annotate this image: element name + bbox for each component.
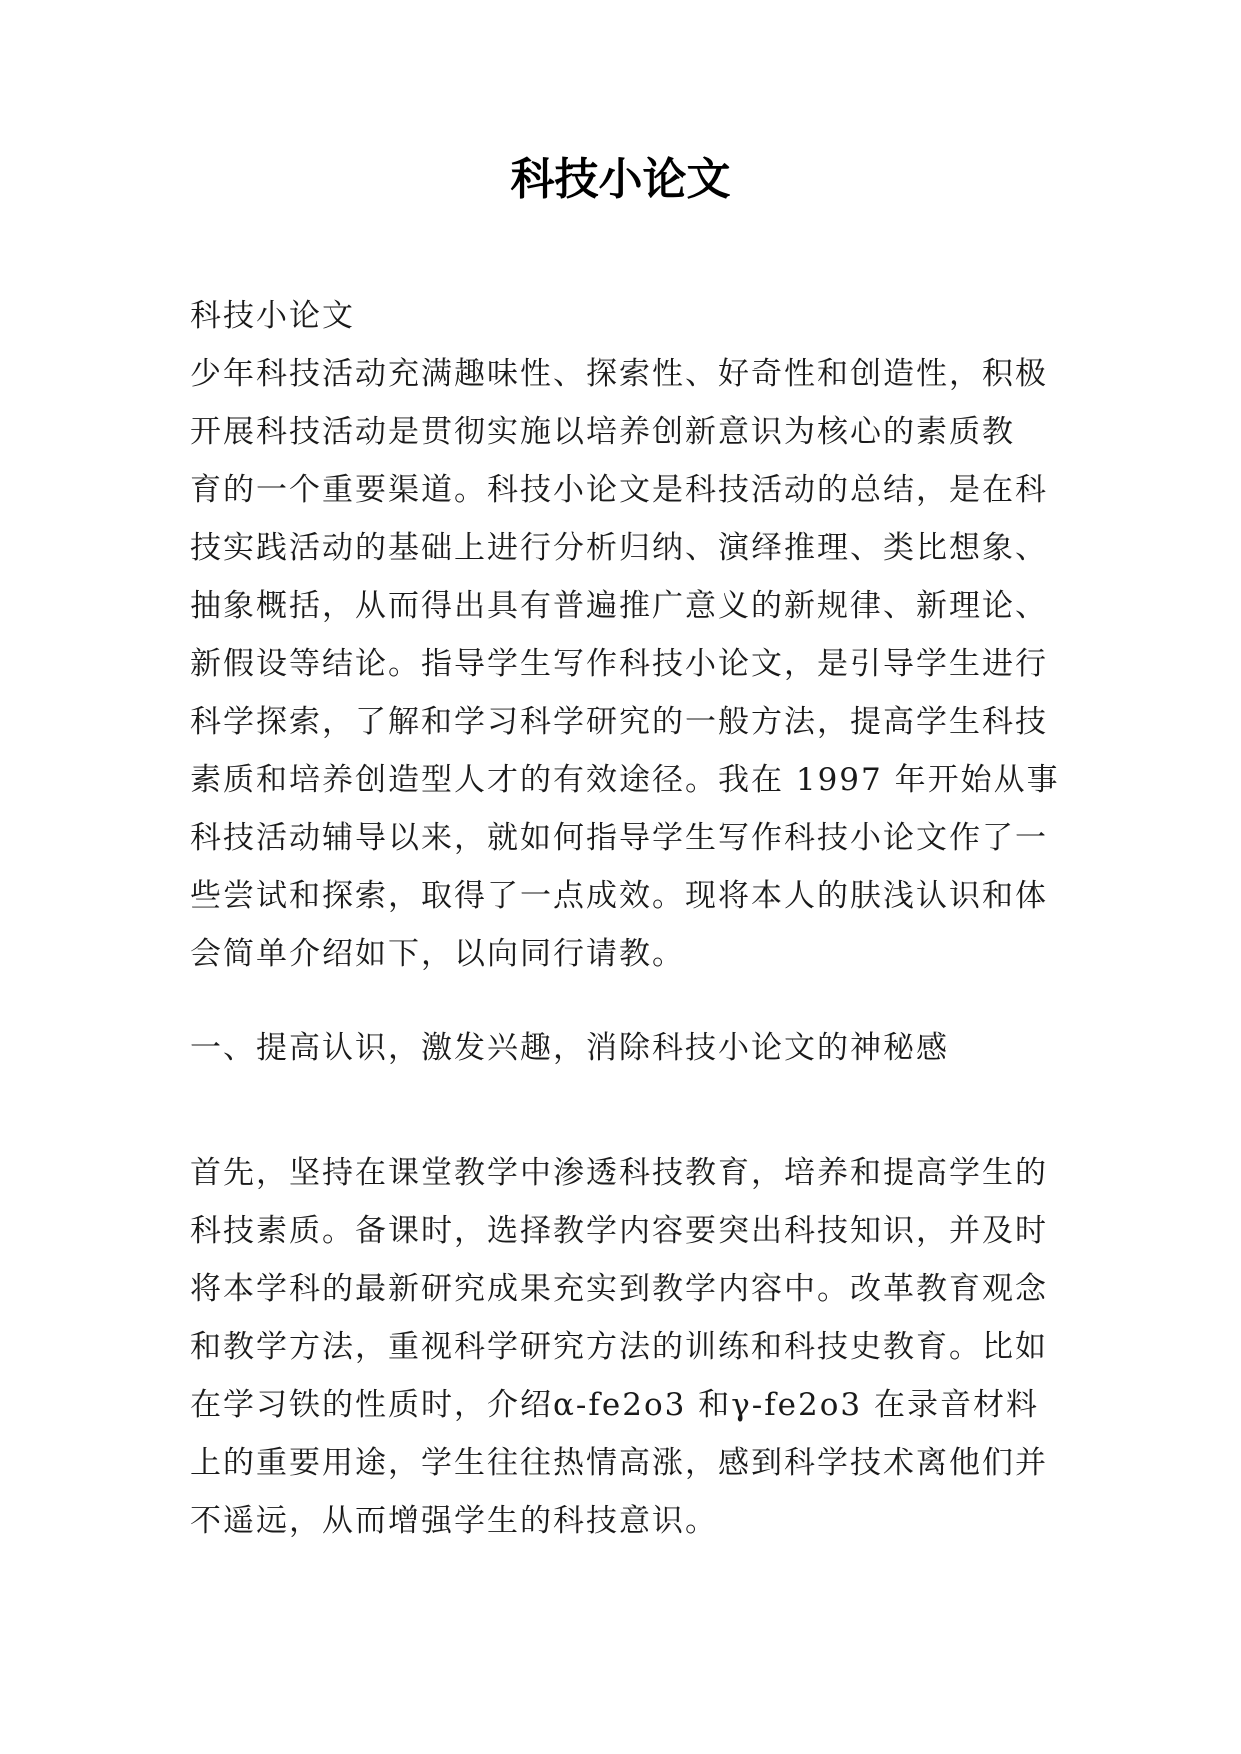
intro-block: [190, 287, 1070, 983]
section-heading-block: [190, 1019, 1070, 1077]
paragraph-block: [190, 1144, 1070, 1550]
text-line: 新假设等结论。指导学生写作科技小论文，是引导学生进行: [190, 646, 1048, 682]
text-line: 技实践活动的基础上进行分析归纳、演绎推理、类比想象、: [190, 530, 1048, 566]
text-line: 育的一个重要渠道。科技小论文是科技活动的总结，是在科: [190, 472, 1048, 508]
text-line: 不遥远，从而增强学生的科技意识。: [190, 1503, 718, 1539]
text-line: 素质和培养创造型人才的有效途径。我在 1997 年开始从事: [190, 762, 1060, 798]
text-line: 在学习铁的性质时，介绍α-fe2o3 和γ-fe2o3 在录音材料: [190, 1387, 1039, 1423]
text-line: 首先，坚持在课堂教学中渗透科技教育，培养和提高学生的: [190, 1155, 1048, 1191]
text-line: 会简单介绍如下，以向同行请教。: [190, 936, 685, 972]
text-line: 将本学科的最新研究成果充实到教学内容中。改革教育观念: [190, 1271, 1048, 1307]
text-line: 上的重要用途，学生往往热情高涨，感到科学技术离他们并: [190, 1445, 1048, 1481]
intro-label: 科技小论文: [190, 298, 355, 334]
text-line: 抽象概括，从而得出具有普遍推广意义的新规律、新理论、: [190, 588, 1048, 624]
text-line: 少年科技活动充满趣味性、探索性、好奇性和创造性，积极: [190, 356, 1048, 392]
text-line: 开展科技活动是贯彻实施以培养创新意识为核心的素质教: [190, 414, 1015, 450]
text-line: 科技活动辅导以来，就如何指导学生写作科技小论文作了一: [190, 820, 1048, 856]
text-line: 些尝试和探索，取得了一点成效。现将本人的肤浅认识和体: [190, 878, 1048, 914]
text-line: 科技素质。备课时，选择教学内容要突出科技知识，并及时: [190, 1213, 1048, 1249]
text-line: 科学探索，了解和学习科学研究的一般方法，提高学生科技: [190, 704, 1048, 740]
document-title: 科技小论文: [510, 154, 731, 205]
text-line: 和教学方法，重视科学研究方法的训练和科技史教育。比如: [190, 1329, 1048, 1365]
section-heading: 一、提高认识，激发兴趣，消除科技小论文的神秘感: [190, 1030, 949, 1066]
